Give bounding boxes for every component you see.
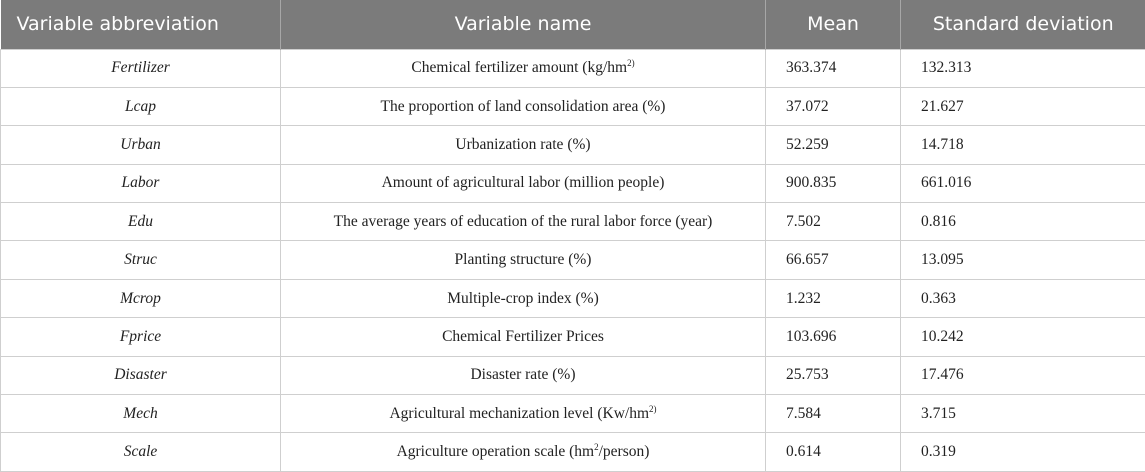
- cell-variable-abbreviation: Scale: [1, 433, 281, 471]
- cell-variable-abbreviation: Disaster: [1, 356, 281, 394]
- header-variable-abbreviation: Variable abbreviation: [1, 0, 281, 49]
- cell-variable-abbreviation: Urban: [1, 126, 281, 164]
- table-row: [1, 203, 1145, 241]
- table-row: [1, 164, 1145, 202]
- cell-standard-deviation: 0.363: [901, 279, 1145, 317]
- table-row: [1, 241, 1145, 279]
- cell-mean: 0.614: [766, 433, 901, 471]
- table-row: [1, 395, 1145, 433]
- variable-name-superscript: 2): [627, 58, 635, 69]
- table-row: [1, 279, 1145, 317]
- variable-name-text: The proportion of land consolidation area (%): [380, 97, 666, 115]
- cell-variable-name: [281, 279, 766, 317]
- cell-variable-name: [281, 203, 766, 241]
- cell-mean: 363.374: [766, 49, 901, 87]
- cell-variable-abbreviation: Fprice: [1, 318, 281, 356]
- variable-name-text: The average years of education of the rural labor force (year): [333, 212, 713, 230]
- cell-standard-deviation: 21.627: [901, 87, 1145, 125]
- cell-mean: 1.232: [766, 279, 901, 317]
- cell-variable-name: [281, 395, 766, 433]
- header-mean: Mean: [766, 0, 901, 49]
- variable-name-superscript: 2: [594, 441, 599, 452]
- cell-standard-deviation: 0.816: [901, 203, 1145, 241]
- variable-name-text: Chemical fertilizer amount (kg/hm: [411, 59, 628, 77]
- cell-variable-name: [281, 433, 766, 471]
- table-row: [1, 356, 1145, 394]
- variable-name-text: Disaster rate (%): [470, 366, 576, 384]
- cell-variable-abbreviation: Labor: [1, 164, 281, 202]
- variable-name-text: Urbanization rate (%): [455, 135, 591, 153]
- variable-name-text: Multiple-crop index (%): [447, 289, 599, 307]
- table-header-row: [1, 0, 1145, 49]
- cell-variable-name: [281, 356, 766, 394]
- variable-name-text: Agriculture operation scale (hm: [396, 443, 595, 461]
- cell-variable-name: [281, 87, 766, 125]
- table-row: [1, 87, 1145, 125]
- cell-mean: 900.835: [766, 164, 901, 202]
- cell-variable-abbreviation: Mech: [1, 395, 281, 433]
- table-row: [1, 126, 1145, 164]
- cell-variable-name: [281, 49, 766, 87]
- cell-mean: 37.072: [766, 87, 901, 125]
- table-body: [1, 49, 1145, 471]
- cell-mean: 25.753: [766, 356, 901, 394]
- table-row: [1, 433, 1145, 471]
- cell-mean: 7.584: [766, 395, 901, 433]
- cell-standard-deviation: 10.242: [901, 318, 1145, 356]
- cell-variable-abbreviation: Fertilizer: [1, 49, 281, 87]
- cell-variable-name: [281, 164, 766, 202]
- cell-variable-name: [281, 318, 766, 356]
- table-row: [1, 49, 1145, 87]
- header-variable-name: Variable name: [281, 0, 766, 49]
- cell-standard-deviation: 0.319: [901, 433, 1145, 471]
- cell-standard-deviation: 13.095: [901, 241, 1145, 279]
- variable-name-text: Agricultural mechanization level (Kw/hm: [389, 404, 650, 422]
- cell-standard-deviation: 17.476: [901, 356, 1145, 394]
- table-row: [1, 318, 1145, 356]
- variable-name-text: Chemical Fertilizer Prices: [442, 327, 604, 345]
- cell-mean: 103.696: [766, 318, 901, 356]
- cell-standard-deviation: 132.313: [901, 49, 1145, 87]
- cell-mean: 7.502: [766, 203, 901, 241]
- variable-name-text: Amount of agricultural labor (million people): [381, 174, 665, 192]
- variable-name-superscript: 2): [649, 403, 657, 414]
- cell-standard-deviation: 3.715: [901, 395, 1145, 433]
- cell-variable-name: [281, 241, 766, 279]
- cell-mean: 66.657: [766, 241, 901, 279]
- cell-standard-deviation: 661.016: [901, 164, 1145, 202]
- cell-standard-deviation: 14.718: [901, 126, 1145, 164]
- variable-name-text: Planting structure (%): [454, 251, 592, 269]
- cell-mean: 52.259: [766, 126, 901, 164]
- variable-name-suffix: /person): [598, 443, 650, 461]
- cell-variable-abbreviation: Lcap: [1, 87, 281, 125]
- cell-variable-name: [281, 126, 766, 164]
- cell-variable-abbreviation: Struc: [1, 241, 281, 279]
- cell-variable-abbreviation: Edu: [1, 203, 281, 241]
- cell-variable-abbreviation: Mcrop: [1, 279, 281, 317]
- header-standard-deviation: Standard deviation: [932, 13, 1114, 36]
